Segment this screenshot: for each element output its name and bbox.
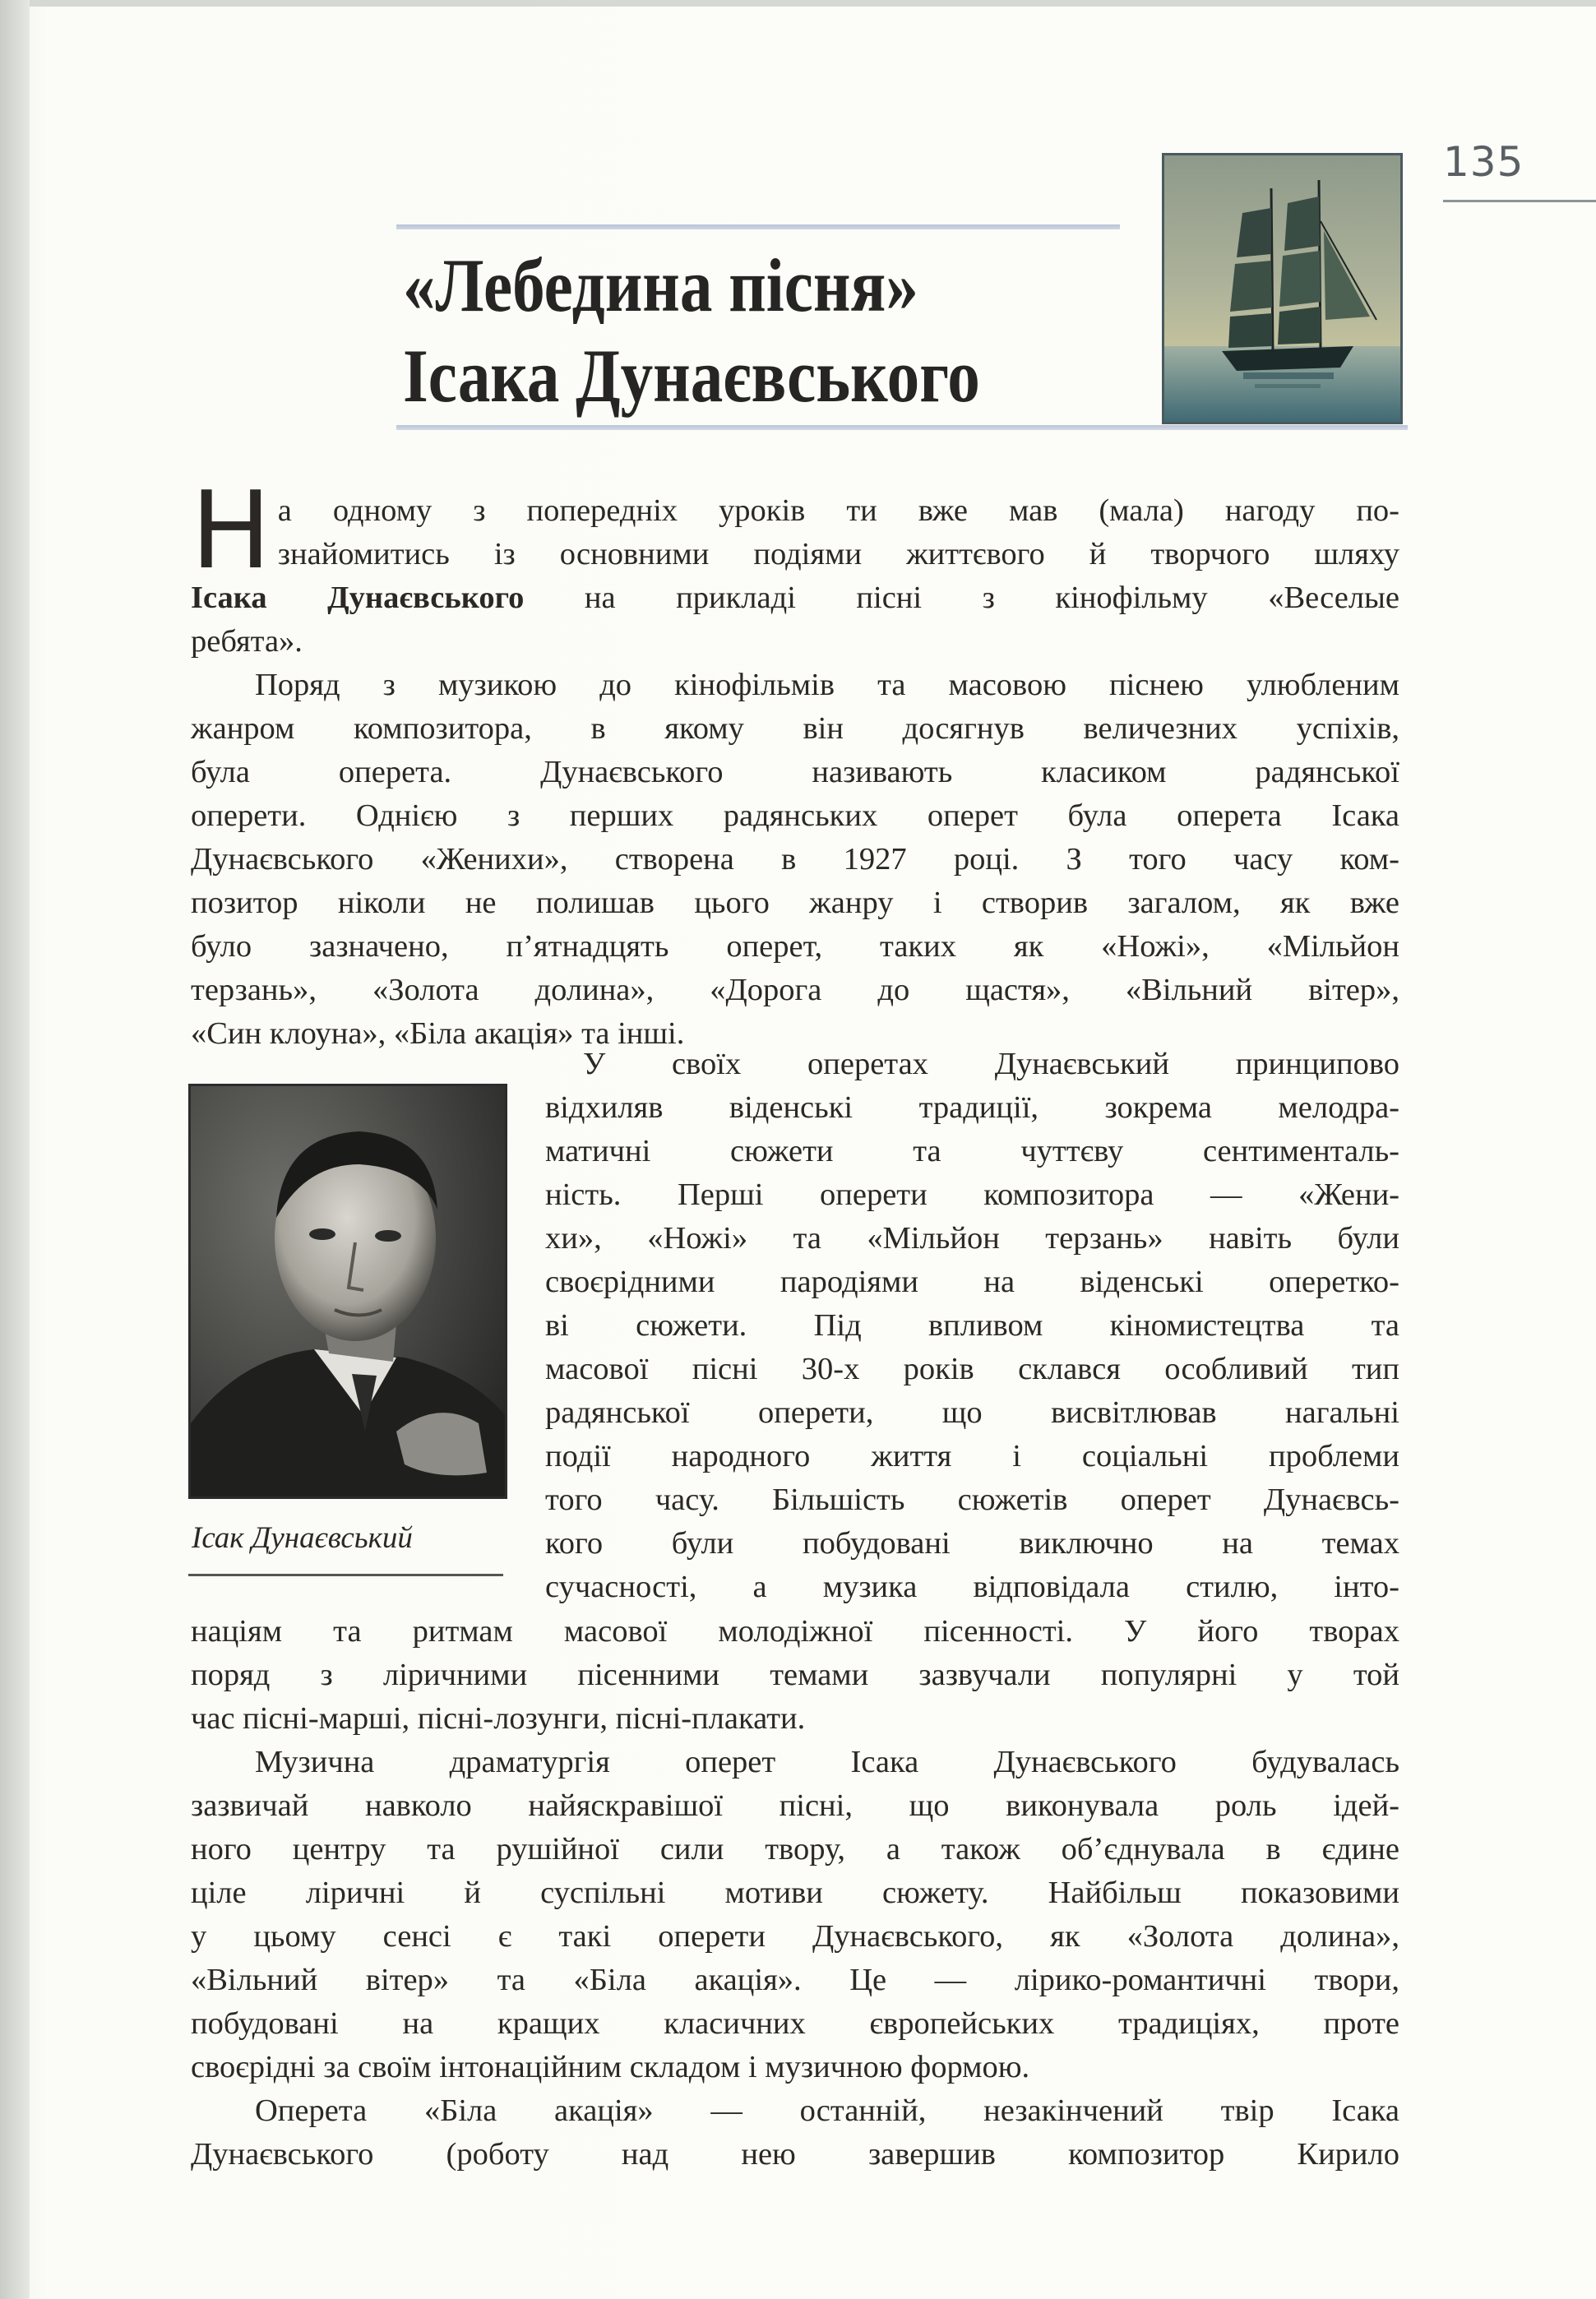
text-line: сучасності, а музика відповідала стилю, інто-	[545, 1570, 1399, 1604]
text-line: позитор ніколи не полишав цього жанру і створив загалом, як вже	[191, 886, 1399, 920]
sailing-ship-image	[1162, 153, 1403, 424]
text-line: ціле ліричні й суспільні мотиви сюжету. Найбільш показовими	[191, 1876, 1399, 1910]
text-line: своєрідні за своїм інтонаційним складом і музичною формою.	[191, 2050, 1030, 2084]
chapter-title	[403, 240, 1039, 421]
text-line: масової пісні 30-х років склався особливий тип	[545, 1352, 1399, 1386]
sailing-ship-illustration	[1164, 155, 1400, 422]
text-line: Музична драматургія оперет Ісака Дунаєвського будувалась	[255, 1745, 1399, 1779]
text-line: було зазначено, п’ятнадцять оперет, таких як «Ножі», «Мільйон	[191, 929, 1399, 964]
text-line: події народного життя і соціальні проблеми	[545, 1439, 1399, 1473]
portrait-caption: Ісак Дунаєвський	[192, 1521, 413, 1555]
text-line: «Син клоуна», «Біла акація» та інші.	[191, 1016, 685, 1051]
text-line: ребята».	[191, 624, 303, 659]
text-line: зазвичай навколо найяскравішої пісні, що виконувала роль ідей-	[191, 1788, 1399, 1823]
drop-cap: Н	[191, 468, 271, 593]
text-line: матичні сюжети та чуттєву сентименталь-	[545, 1134, 1399, 1168]
text-line: Дунаєвського «Женихи», створена в 1927 році. З того часу ком-	[191, 842, 1399, 877]
text-line: ність. Перші оперети композитора — «Жени-	[545, 1177, 1399, 1212]
text-line: у цьому сенсі є такі оперети Дунаєвського, як «Золота долина»,	[191, 1919, 1399, 1954]
title-rule-bottom	[396, 425, 1408, 430]
text-line: поряд з ліричними пісенними темами зазвучали популярні у той	[191, 1658, 1399, 1692]
page-binding-edge	[0, 0, 30, 2299]
main-paragraphs	[191, 1610, 1399, 2176]
wrap-paragraph	[545, 1043, 1399, 1609]
bold-name: Ісака Дунаєвського	[191, 581, 525, 615]
text-line: побудовані на кращих класичних європейських традиціях, проте	[191, 2006, 1399, 2041]
title-rule-top	[396, 224, 1120, 229]
portrait-figure	[188, 1084, 507, 1576]
portrait-photo	[188, 1084, 507, 1499]
text-line: кого були побудовані виключно на темах	[545, 1526, 1399, 1561]
page-number: 135	[1443, 138, 1524, 186]
text-line: Поряд з музикою до кінофільмів та масовою піснею улюбленим	[255, 668, 1399, 702]
text-line: радянської оперети, що висвітлював нагальні	[545, 1395, 1399, 1430]
text-line: Дунаєвського (роботу над нею завершив композитор Кирило	[191, 2137, 1399, 2172]
text-fragment: на прикладі пісні з кінофільму «Веселые	[524, 581, 1399, 615]
intro-paragraph	[191, 468, 1399, 1056]
text-line: «Вільний вітер» та «Біла акація». Це — лірико-романтичні твори,	[191, 1963, 1399, 1997]
text-line: ві сюжети. Під впливом кіномистецтва та	[545, 1308, 1399, 1343]
text-line: Оперета «Біла акація» — останній, незакінчений твір Ісака	[255, 2093, 1399, 2128]
text-line: націям та ритмам масової молодіжної пісенності. У його творах	[191, 1614, 1399, 1649]
text-line: час пісні-марші, пісні-лозунги, пісні-плакати.	[191, 1701, 806, 1736]
text-line	[191, 576, 1399, 620]
text-line: того часу. Більшість сюжетів оперет Дунаєвсь-	[545, 1483, 1399, 1517]
title-line-1: «Лебедина пісня»	[403, 243, 918, 327]
text-line: своєрідними пародіями на віденські оперетко-	[545, 1265, 1399, 1299]
text-line: а одному з попередніх уроків ти вже мав (мала) нагоду по-	[277, 493, 1399, 528]
text-line: була оперета. Дунаєвського називають класиком радянської	[191, 755, 1399, 789]
caption-rule	[188, 1574, 503, 1576]
text-line: жанром композитора, в якому він досягнув величезних успіхів,	[191, 711, 1399, 746]
text-line: хи», «Ножі» та «Мільйон терзань» навіть були	[545, 1221, 1399, 1256]
title-line-2: Ісака Дунаєвського	[403, 334, 980, 418]
page-top-edge	[0, 0, 1596, 7]
text-line: відхиляв віденські традиції, зокрема мелодра-	[545, 1090, 1399, 1125]
text-line: терзань», «Золота долина», «Дорога до щастя», «Вільний вітер»,	[191, 973, 1399, 1007]
portrait-illustration	[191, 1086, 505, 1496]
page-number-rule	[1443, 200, 1596, 202]
text-line: оперети. Однією з перших радянських оперет була оперета Ісака	[191, 798, 1399, 833]
text-line: ного центру та рушійної сили твору, а також об’єднувала в єдине	[191, 1832, 1399, 1866]
text-line: У своїх оперетах Дунаєвський принципово	[583, 1047, 1399, 1081]
text-line: знайомитись із основними подіями життєвого й творчого шляху	[277, 537, 1399, 571]
